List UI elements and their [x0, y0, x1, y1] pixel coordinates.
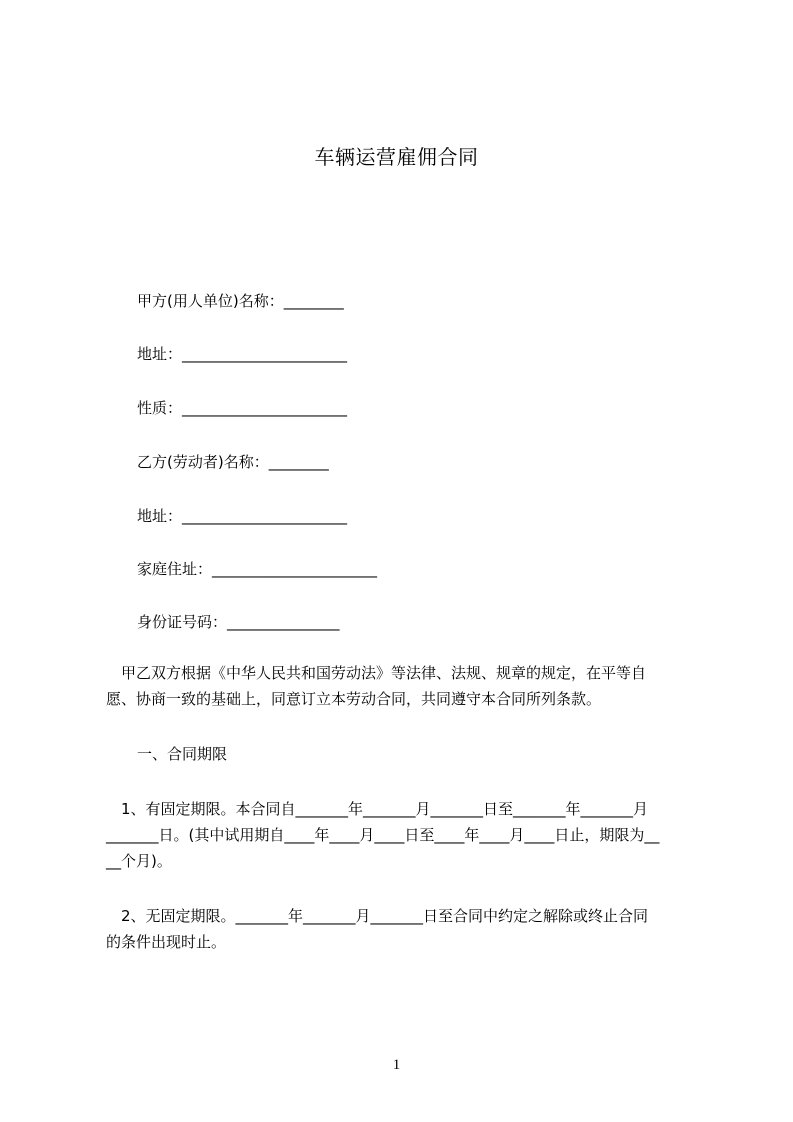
intro-line-2: 愿、协商一致的基础上，同意订立本劳动合同，共同遵守本合同所列条款。	[106, 690, 602, 708]
clause1-line-2: _______日。(其中试用期自____年____月____日至____年____月____日止，期限为__	[106, 826, 660, 844]
employer-name-field: 甲方(用人单位)名称：________	[137, 292, 344, 310]
id-number-field: 身份证号码：_______________	[137, 613, 340, 631]
clause1-line-1: 1、有固定期限。本合同自_______年_______月_______日至_______年_______月	[106, 800, 649, 818]
page-number: 1	[392, 1057, 401, 1073]
intro-line-1: 甲乙双方根据《中华人民共和国劳动法》等法律、法规、规章的规定，在平等自	[106, 664, 647, 682]
section-heading-contract-term: 一、合同期限	[137, 745, 228, 763]
clause1-line-3: __个月)。	[106, 852, 172, 870]
intro-paragraph	[106, 660, 700, 712]
clause2-line-2: 的条件出现时止。	[106, 933, 227, 951]
home-address-field: 家庭住址：______________________	[137, 560, 378, 578]
employee-address-field: 地址：______________________	[137, 507, 348, 525]
employer-address-field: 地址：______________________	[137, 345, 348, 363]
employee-name-field: 乙方(劳动者)名称：________	[137, 453, 329, 471]
contract-title: 车辆运营雇佣合同	[314, 145, 479, 169]
clause2-line-1: 2、无固定期限。_______年_______月_______日至合同中约定之解除或终止合同	[106, 907, 649, 925]
clause-open-ended-term	[106, 903, 700, 955]
clause-fixed-term	[106, 796, 700, 874]
employer-nature-field: 性质：______________________	[137, 399, 348, 417]
